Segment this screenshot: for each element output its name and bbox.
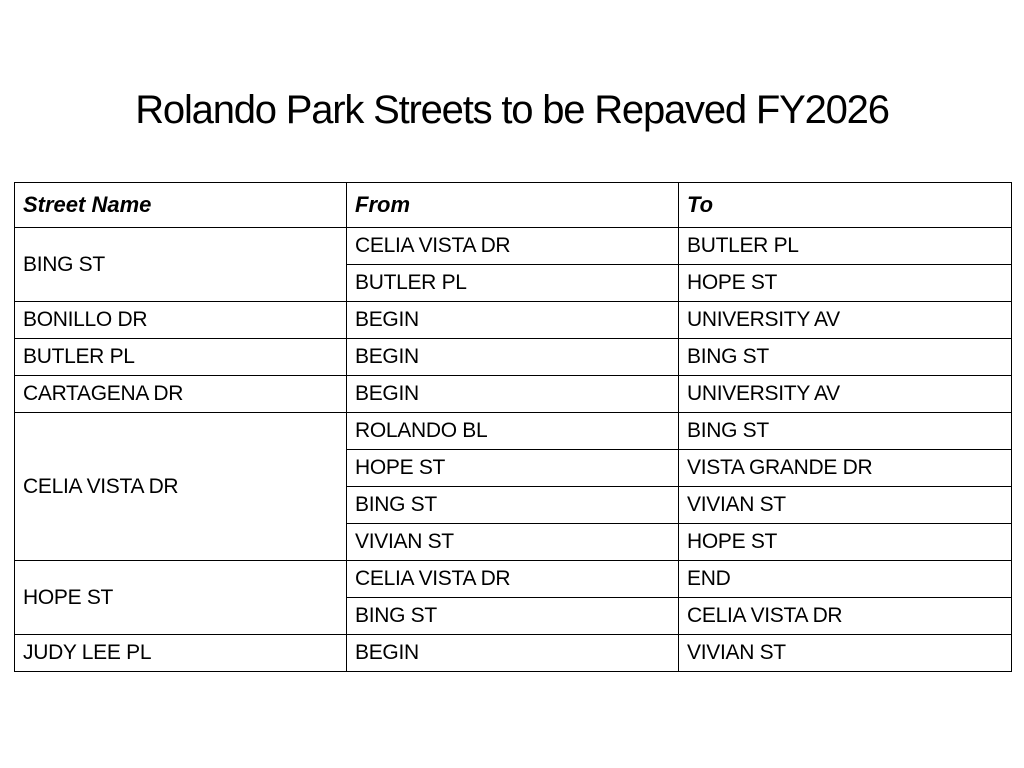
to-cell: CELIA VISTA DR [679, 598, 1012, 635]
from-cell: HOPE ST [347, 450, 679, 487]
from-cell: BEGIN [347, 635, 679, 672]
street-name-cell: CELIA VISTA DR [15, 413, 347, 561]
table-row [15, 302, 1012, 339]
to-cell: HOPE ST [679, 265, 1012, 302]
from-cell: ROLANDO BL [347, 413, 679, 450]
table-row [15, 339, 1012, 376]
street-name-cell: BING ST [15, 228, 347, 302]
to-cell: VISTA GRANDE DR [679, 450, 1012, 487]
from-cell: CELIA VISTA DR [347, 228, 679, 265]
table-body [15, 228, 1012, 672]
street-name-cell: JUDY LEE PL [15, 635, 347, 672]
table-row [15, 413, 1012, 450]
to-cell: VIVIAN ST [679, 487, 1012, 524]
to-cell: UNIVERSITY AV [679, 302, 1012, 339]
to-cell: BING ST [679, 413, 1012, 450]
table-row [15, 635, 1012, 672]
from-cell: BEGIN [347, 302, 679, 339]
from-cell: BEGIN [347, 339, 679, 376]
table-row [15, 376, 1012, 413]
page-title: Rolando Park Streets to be Repaved FY2026 [135, 88, 889, 132]
header-street-name: Street Name [15, 183, 347, 228]
from-cell: BEGIN [347, 376, 679, 413]
table-header [15, 183, 1012, 228]
street-name-cell: BUTLER PL [15, 339, 347, 376]
header-from: From [347, 183, 679, 228]
street-name-cell: HOPE ST [15, 561, 347, 635]
header-row [15, 183, 1012, 228]
from-cell: VIVIAN ST [347, 524, 679, 561]
table-row [15, 228, 1012, 265]
table-row [15, 561, 1012, 598]
to-cell: VIVIAN ST [679, 635, 1012, 672]
streets-table [14, 182, 1012, 672]
to-cell: END [679, 561, 1012, 598]
street-name-cell: CARTAGENA DR [15, 376, 347, 413]
to-cell: HOPE ST [679, 524, 1012, 561]
from-cell: BING ST [347, 598, 679, 635]
from-cell: BUTLER PL [347, 265, 679, 302]
to-cell: UNIVERSITY AV [679, 376, 1012, 413]
street-name-cell: BONILLO DR [15, 302, 347, 339]
to-cell: BING ST [679, 339, 1012, 376]
from-cell: BING ST [347, 487, 679, 524]
from-cell: CELIA VISTA DR [347, 561, 679, 598]
to-cell: BUTLER PL [679, 228, 1012, 265]
header-to: To [679, 183, 1012, 228]
